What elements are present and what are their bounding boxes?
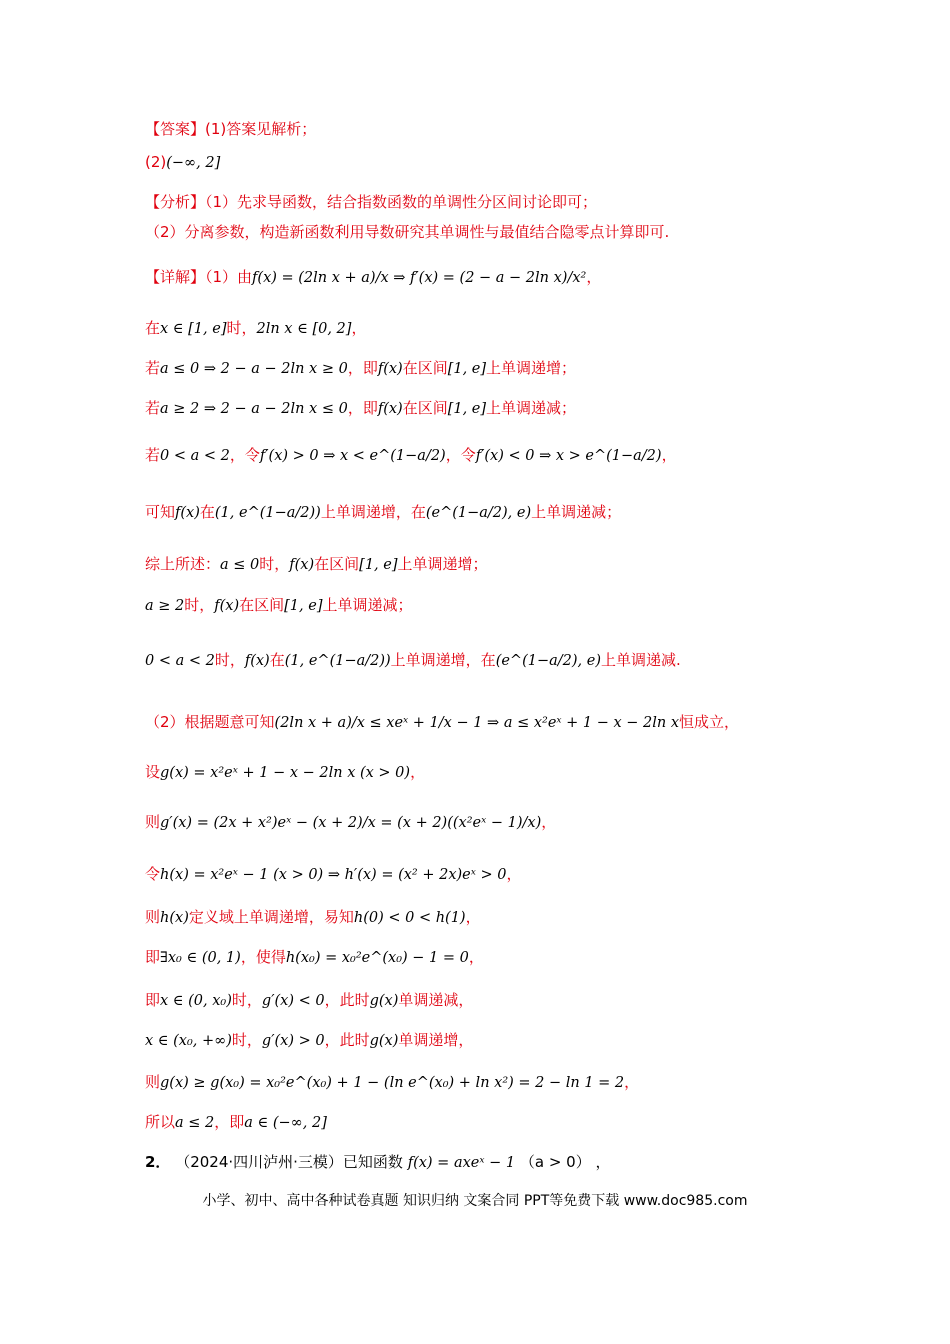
text-segment: （2）根据题意可知 (145, 713, 275, 731)
text-segment: ， (410, 763, 426, 781)
solution-line (145, 1070, 890, 1095)
text-segment: 在 (145, 319, 161, 337)
math-expression: h(0) < 0 < h(1) (353, 910, 466, 926)
text-segment: ， (351, 319, 367, 337)
math-expression: f(x) (377, 361, 403, 377)
text-segment: ，此时 (324, 1031, 370, 1049)
text-segment: 【分析】（1）先求导函数，结合指数函数的单调性分区间讨论即可； (145, 193, 598, 211)
math-expression: [1, e] (447, 361, 487, 377)
solution-line (145, 316, 890, 341)
math-expression: (e^(1−a/2), e) (425, 505, 532, 521)
text-segment: 令 (145, 865, 161, 883)
text-segment: ，令 (445, 446, 476, 464)
math-expression: a ≥ 2 (145, 598, 185, 614)
solution-line (145, 150, 890, 175)
text-segment: 若 (145, 399, 161, 417)
solution-line (145, 356, 890, 381)
question-tail: ， (595, 1153, 611, 1171)
text-segment: 定义域上单调递增，易知 (188, 908, 354, 926)
text-segment: ，即 (347, 399, 378, 417)
text-segment: 所以 (145, 1113, 176, 1131)
text-segment: 恒成立， (679, 713, 740, 731)
math-expression: g(x) = x²eˣ + 1 − x − 2ln x (x > 0) (160, 765, 411, 781)
text-segment: 即 (145, 948, 161, 966)
text-segment: 上单调递减； (486, 399, 577, 417)
math-expression: f(x) (289, 557, 315, 573)
solution-line (145, 500, 890, 525)
math-expression: g′(x) = (2x + x²)eˣ − (x + 2)/x = (x + 2)((x²eˣ − 1)/x) (160, 815, 542, 831)
solution-line (145, 862, 890, 887)
text-segment: 时， (214, 651, 245, 669)
text-segment: ， (624, 1073, 640, 1091)
text-segment: 时， (184, 596, 215, 614)
math-expression: (−∞, 2] (166, 155, 221, 171)
text-segment: ， (661, 446, 677, 464)
question-number: 2． (145, 1153, 171, 1171)
math-expression: a ≥ 2 ⇒ 2 − a − 2ln x ≤ 0 (160, 401, 348, 417)
text-segment: 在区间 (402, 399, 448, 417)
question-2 (145, 1150, 890, 1175)
math-expression: (1, e^(1−a/2)) (284, 653, 391, 669)
math-expression: (2ln x + a)/x ≤ xeˣ + 1/x − 1 ⇒ a ≤ x²eˣ + 1 − x − 2ln x (274, 715, 680, 731)
math-expression: a ≤ 0 ⇒ 2 − a − 2ln x ≥ 0 (160, 361, 348, 377)
text-segment: 上单调递增，在 (320, 503, 426, 521)
math-expression: a ≤ 2 (175, 1115, 215, 1131)
text-segment: 设 (145, 763, 161, 781)
solution-line (145, 710, 890, 735)
math-expression: f(x) (244, 653, 270, 669)
text-segment: 则 (145, 908, 161, 926)
text-segment: (2) (145, 153, 167, 171)
text-segment: （2）分离参数，构造新函数利用导数研究其单调性与最值结合隐零点计算即可. (145, 223, 670, 241)
math-expression: h(x₀) = x₀²e^(x₀) − 1 = 0 (285, 950, 469, 966)
math-expression: h(x) = x²eˣ − 1 (x > 0) ⇒ h′(x) = (x² + 2x)eˣ > 0 (160, 867, 507, 883)
text-segment: ，使得 (240, 948, 286, 966)
solution-line (145, 648, 890, 673)
text-segment: ，令 (229, 446, 260, 464)
text-segment: 在区间 (239, 596, 285, 614)
math-expression: g(x) ≥ g(x₀) = x₀²e^(x₀) + 1 − (ln e^(x₀) + ln x²) = 2 − ln 1 = 2 (160, 1075, 625, 1091)
text-segment: 【详解】（1）由 (145, 268, 253, 286)
text-segment: 上单调递减. (600, 651, 681, 669)
text-segment: ， (541, 813, 557, 831)
math-expression: g′(x) < 0 (261, 993, 325, 1009)
text-segment: 若 (145, 446, 161, 464)
math-expression: (e^(1−a/2), e) (495, 653, 601, 669)
text-segment: 上单调递减； (531, 503, 622, 521)
math-expression: a ≤ 0 (220, 557, 260, 573)
solution-line (145, 760, 890, 785)
text-segment: ， (468, 948, 484, 966)
text-segment: ， (586, 268, 602, 286)
solution-line (145, 552, 890, 577)
text-segment: 时， (226, 319, 257, 337)
text-segment: 上单调递增； (486, 359, 577, 377)
math-expression: h(x) (160, 910, 189, 926)
text-segment: 【答案】(1)答案见解析； (145, 120, 317, 138)
question-formula: f(x) = axeˣ − 1 (407, 1155, 516, 1171)
solution-line (145, 265, 890, 290)
solution-line (145, 117, 890, 141)
text-segment: 上单调递增； (397, 555, 488, 573)
math-expression: 2ln x ∈ [0, 2] (256, 321, 352, 337)
math-expression: f(x) = (2ln x + a)/x ⇒ f′(x) = (2 − a − 2ln x)/x² (252, 270, 587, 286)
text-segment: ， (465, 908, 481, 926)
text-segment: 则 (145, 813, 161, 831)
solution-line (145, 905, 890, 930)
solution-line (145, 988, 890, 1013)
text-segment: ， (506, 865, 522, 883)
text-segment: 单调递增， (398, 1031, 474, 1049)
math-expression: f′(x) < 0 ⇒ x > e^(1−a/2) (475, 448, 662, 464)
question-source: （2024·四川泸州·三模）已知函数 (175, 1153, 403, 1171)
text-segment: 若 (145, 359, 161, 377)
text-segment: 在区间 (314, 555, 360, 573)
text-segment: ，即 (214, 1113, 245, 1131)
math-expression: [1, e] (284, 598, 323, 614)
math-expression: x ∈ (x₀, +∞) (145, 1033, 232, 1049)
text-segment: 则 (145, 1073, 161, 1091)
solution-line (145, 1110, 890, 1135)
math-expression: ∃x₀ ∈ (0, 1) (160, 950, 241, 966)
text-segment: 单调递减， (398, 991, 474, 1009)
math-expression: 0 < a < 2 (160, 448, 230, 464)
text-segment: 上单调递增，在 (390, 651, 496, 669)
math-expression: g′(x) > 0 (261, 1033, 325, 1049)
math-expression: f(x) (175, 505, 200, 521)
math-expression: g(x) (369, 993, 399, 1009)
question-condition: （a > 0） (519, 1153, 591, 1171)
math-expression: [1, e] (447, 401, 487, 417)
math-expression: x ∈ (0, x₀) (160, 993, 232, 1009)
text-segment: 在 (199, 503, 215, 521)
math-expression: [1, e] (359, 557, 398, 573)
text-segment: 时， (259, 555, 290, 573)
text-segment: ，即 (347, 359, 378, 377)
math-expression: (1, e^(1−a/2)) (214, 505, 321, 521)
solution-line (145, 593, 890, 618)
solution-line (145, 443, 890, 468)
text-segment: 上单调递减； (322, 596, 413, 614)
page-footer: 小学、初中、高中各种试卷真题 知识归纳 文案合同 PPT等免费下载 www.doc985.com (202, 1193, 748, 1209)
text-segment: 在区间 (402, 359, 448, 377)
solution-line (145, 810, 890, 835)
text-segment: 时， (231, 991, 262, 1009)
math-expression: x ∈ [1, e] (160, 321, 227, 337)
text-segment: 在 (269, 651, 285, 669)
text-segment: ，此时 (324, 991, 370, 1009)
solution-line (145, 1028, 890, 1053)
math-expression: 0 < a < 2 (145, 653, 215, 669)
math-expression: g(x) (369, 1033, 399, 1049)
math-expression: f′(x) > 0 ⇒ x < e^(1−a/2) (259, 448, 446, 464)
solution-line (145, 190, 890, 214)
solution-line (145, 396, 890, 421)
text-segment: 时， (231, 1031, 262, 1049)
text-segment: 即 (145, 991, 161, 1009)
math-expression: f(x) (377, 401, 403, 417)
solution-line (145, 220, 890, 244)
solution-line (145, 945, 890, 970)
text-segment: 可知 (145, 503, 176, 521)
text-segment: 综上所述： (145, 555, 221, 573)
math-expression: a ∈ (−∞, 2] (244, 1115, 327, 1131)
math-expression: f(x) (214, 598, 240, 614)
